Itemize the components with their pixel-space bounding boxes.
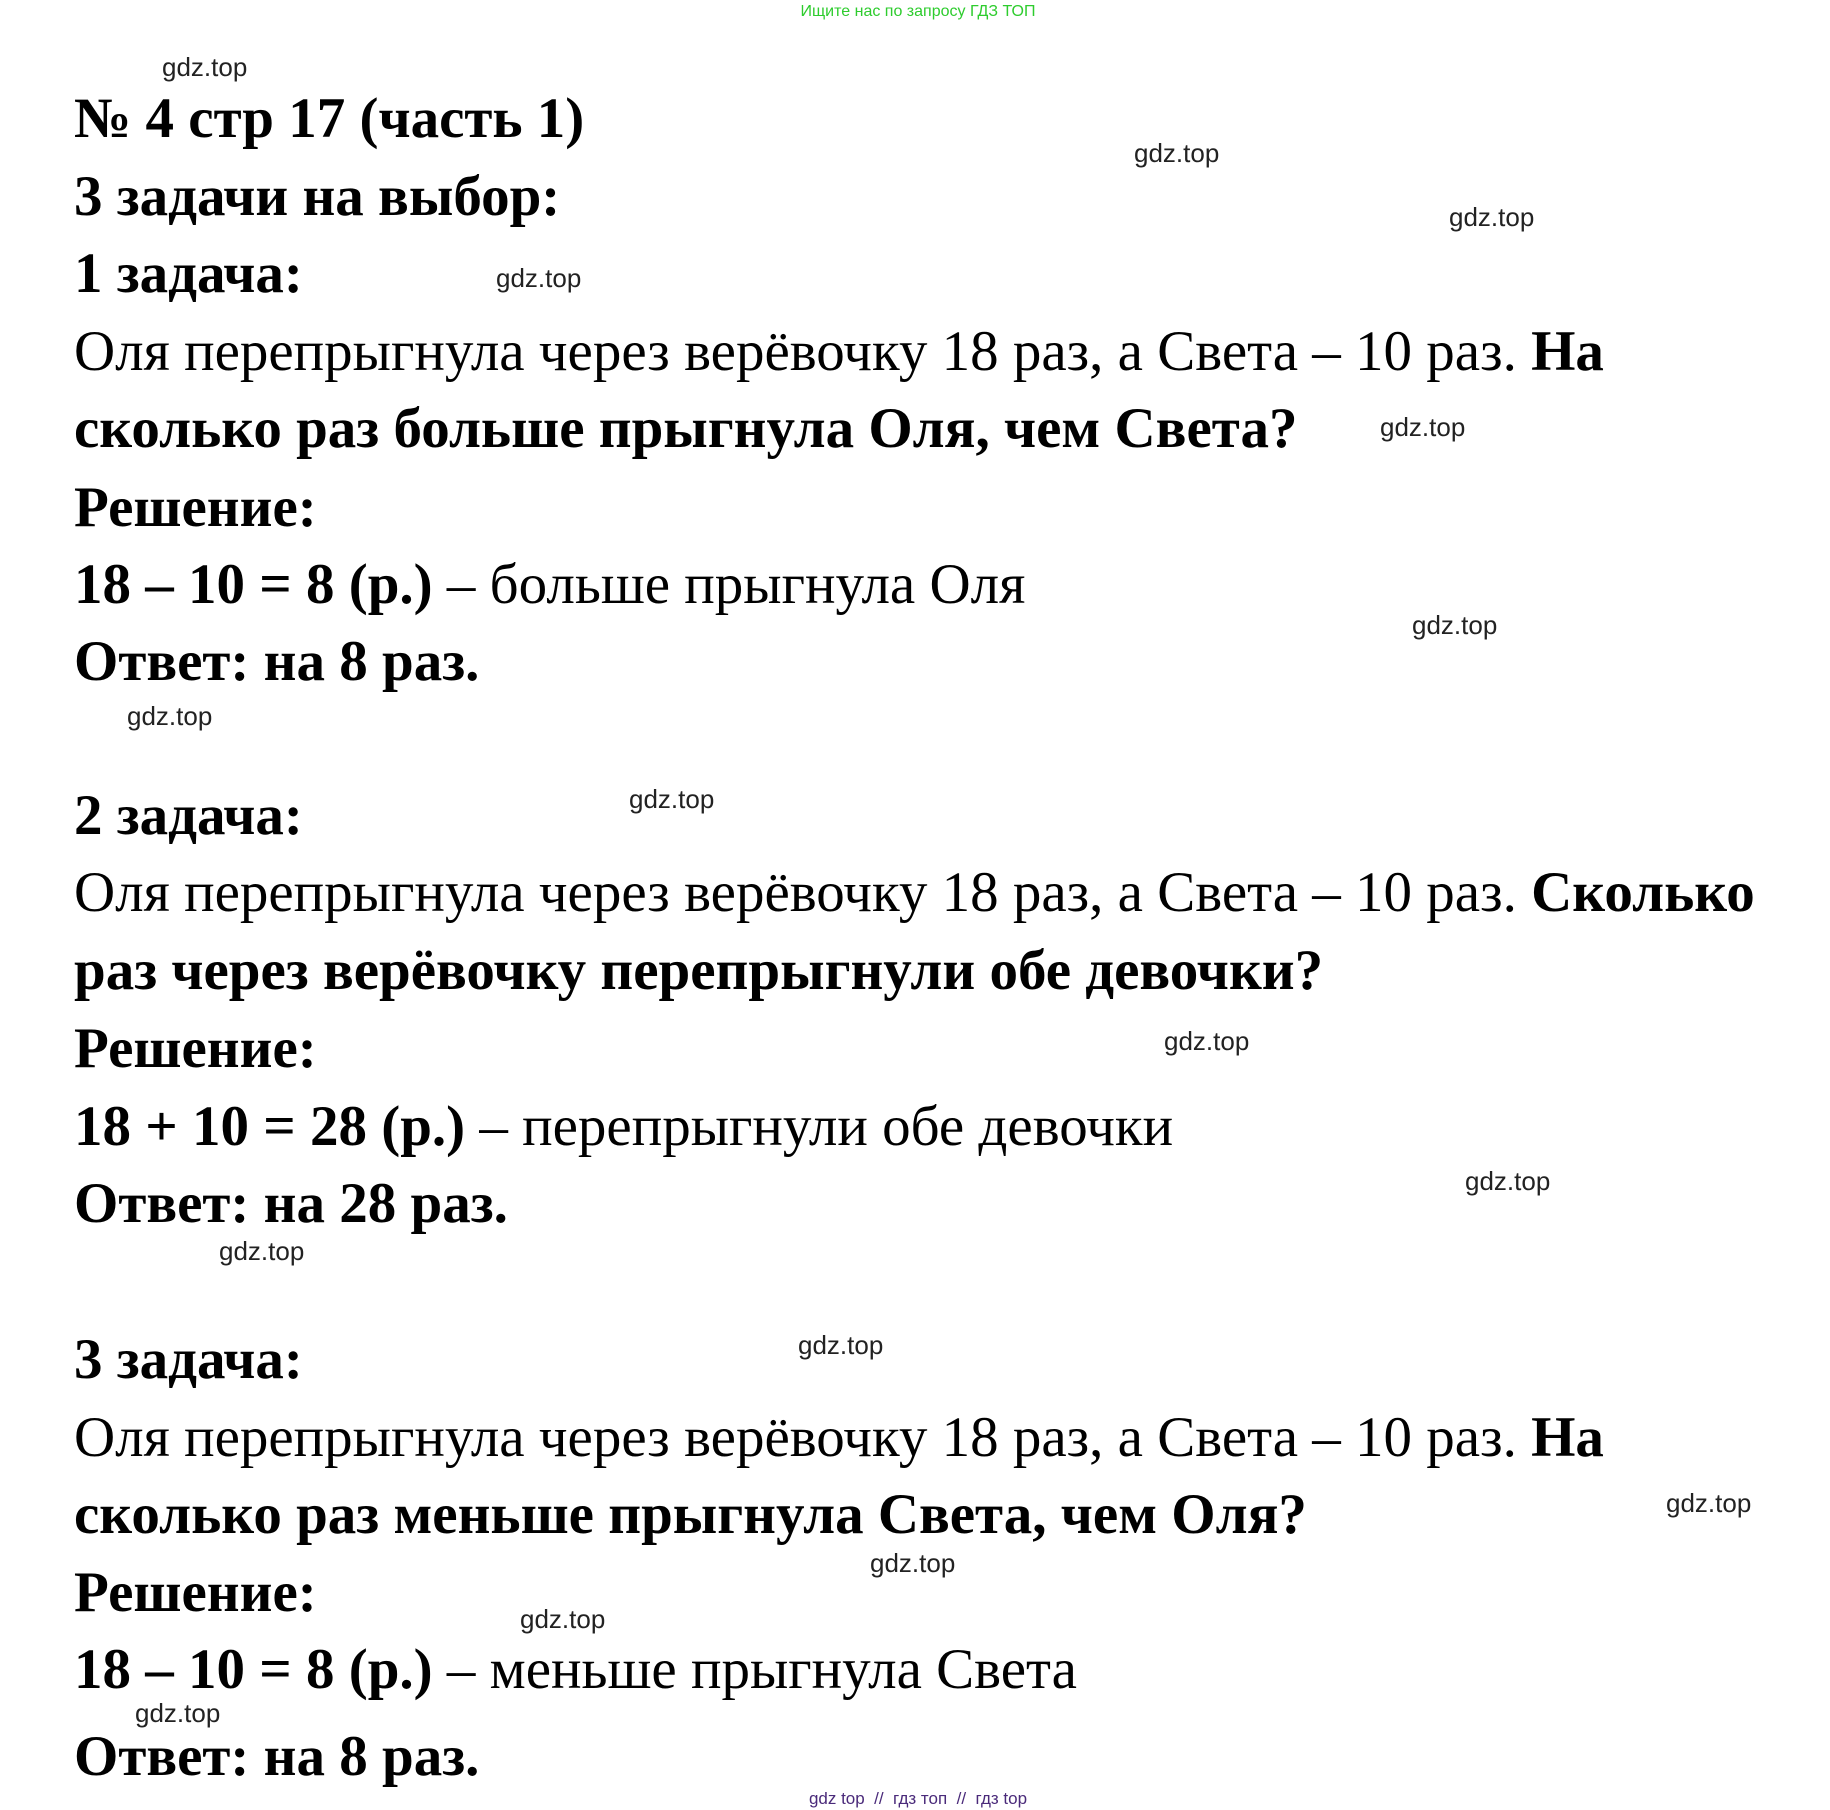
solution-label: Решение:: [74, 1561, 317, 1624]
solution-line: [74, 552, 1025, 614]
task-heading: 3 задача:: [74, 1328, 303, 1391]
watermark: gdz.top: [162, 52, 248, 82]
watermark: gdz.top: [629, 784, 715, 814]
watermark: gdz.top: [798, 1330, 884, 1360]
footer-links: gdz top // гдз топ // гдз top: [808, 1789, 1028, 1808]
solution-line: [74, 1094, 1173, 1156]
task-text-regular: Оля перепрыгнула через верёвочку 18 раз, а Света – 10 раз.: [74, 861, 1517, 924]
task-question-start: На: [1531, 1406, 1604, 1469]
solution-label: Решение:: [74, 476, 317, 539]
task-question-start: На: [1531, 320, 1604, 383]
watermark: gdz.top: [1666, 1488, 1752, 1518]
watermark: gdz.top: [870, 1548, 956, 1578]
answer: Ответ: на 28 раз.: [74, 1172, 508, 1235]
watermark: gdz.top: [1164, 1026, 1250, 1056]
watermark: gdz.top: [520, 1604, 606, 1634]
task-question: сколько раз больше прыгнула Оля, чем Света?: [74, 397, 1298, 460]
watermark: gdz.top: [1134, 138, 1220, 168]
task-text: [74, 1405, 1604, 1467]
subtitle: 3 задачи на выбор:: [74, 165, 561, 228]
task-text-regular: Оля перепрыгнула через верёвочку 18 раз, а Света – 10 раз.: [74, 320, 1517, 383]
task-text: [74, 860, 1755, 922]
solution-text: – больше прыгнула Оля: [446, 553, 1026, 616]
watermark: gdz.top: [219, 1236, 305, 1266]
task-text: [74, 319, 1604, 381]
watermark: gdz.top: [1412, 610, 1498, 640]
watermark: gdz.top: [135, 1698, 221, 1728]
solution-expression: 18 – 10 = 8 (р.): [74, 553, 433, 616]
solution-text: – перепрыгнули обе девочки: [479, 1095, 1174, 1158]
solution-label: Решение:: [74, 1017, 317, 1080]
task-question-start: Сколько: [1531, 861, 1755, 924]
search-hint-banner: Ищите нас по запросу ГДЗ ТОП: [800, 3, 1036, 20]
solution-expression: 18 – 10 = 8 (р.): [74, 1638, 433, 1701]
task-question: раз через верёвочку перепрыгнули обе девочки?: [74, 939, 1324, 1002]
watermark: gdz.top: [1380, 412, 1466, 442]
task-question: сколько раз меньше прыгнула Света, чем Оля?: [74, 1483, 1307, 1546]
watermark: gdz.top: [1465, 1166, 1551, 1196]
solution-line: [74, 1637, 1077, 1699]
solution-text: – меньше прыгнула Света: [446, 1638, 1077, 1701]
answer: Ответ: на 8 раз.: [74, 630, 480, 693]
task-heading: 1 задача:: [74, 242, 303, 305]
watermark: gdz.top: [1449, 202, 1535, 232]
task-heading: 2 задача:: [74, 784, 303, 847]
task-text-regular: Оля перепрыгнула через верёвочку 18 раз, а Света – 10 раз.: [74, 1406, 1517, 1469]
solution-expression: 18 + 10 = 28 (р.): [74, 1095, 466, 1158]
watermark: gdz.top: [496, 263, 582, 293]
page-title: № 4 стр 17 (часть 1): [74, 87, 585, 150]
watermark: gdz.top: [127, 701, 213, 731]
answer: Ответ: на 8 раз.: [74, 1725, 480, 1788]
